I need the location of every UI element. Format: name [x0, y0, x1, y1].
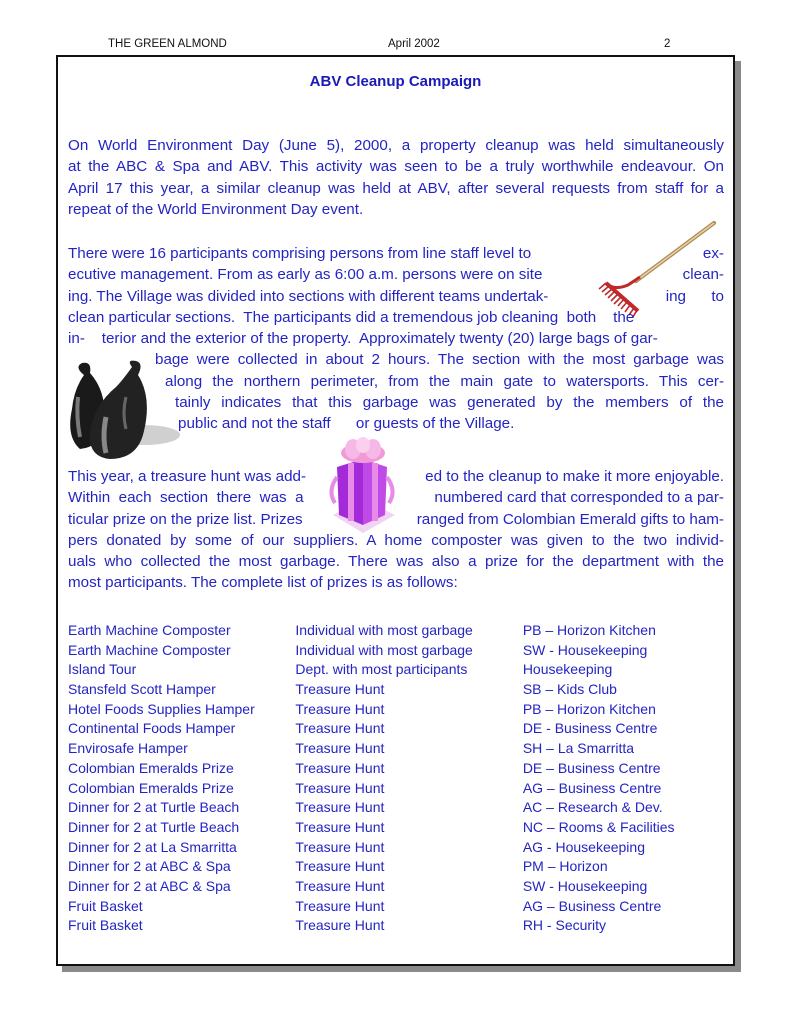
text-line	[68, 487, 724, 508]
prize-name: Earth Machine Composter	[68, 641, 231, 658]
text-right: clean-	[682, 266, 724, 284]
prize-row	[68, 857, 718, 877]
garbage-bags-icon	[66, 357, 184, 461]
prize-row	[68, 877, 718, 897]
text-line	[68, 509, 724, 530]
article-box	[56, 55, 735, 966]
text-left: ecutive management. From as early as 6:00 a.m. persons were on site	[68, 266, 543, 284]
prize-row	[68, 680, 718, 700]
prize-name: Colombian Emeralds Prize	[68, 759, 234, 776]
text-line: in- terior and the exterior of the property. Approximately twenty (20) large bags of gar-	[68, 330, 658, 348]
text-line: clean particular sections. The participants did a tremendous job cleaning both the	[68, 308, 635, 326]
prize-category: Individual with most garbage	[295, 641, 473, 658]
prize-name: Stansfeld Scott Hamper	[68, 681, 216, 698]
prize-name: Hotel Foods Supplies Hamper	[68, 700, 255, 717]
prize-category: Treasure Hunt	[295, 799, 385, 816]
prize-name: Colombian Emeralds Prize	[68, 779, 234, 796]
prize-name: Fruit Basket	[68, 897, 143, 914]
prize-category: Treasure Hunt	[295, 858, 385, 875]
text-line	[68, 264, 724, 285]
issue-date: April 2002	[388, 38, 440, 50]
prize-category: Treasure Hunt	[295, 681, 385, 698]
prize-winner: PM – Horizon	[522, 858, 608, 875]
text-line: April 17 this year, a similar cleanup was held at ABV, after several requests from staff for a	[68, 179, 724, 197]
text-line: most participants. The complete list of prizes is as follows:	[68, 574, 458, 592]
text-line: tainly indicates that this garbage was generated by the members of the	[175, 394, 724, 412]
text-line: bage were collected in about 2 hours. The section with the most garbage was	[155, 351, 724, 369]
prize-row	[68, 621, 718, 641]
page-header	[0, 38, 791, 54]
text-left: Within each section there was a	[68, 489, 304, 507]
prize-category: Treasure Hunt	[295, 917, 385, 934]
prize-category: Treasure Hunt	[295, 779, 385, 796]
prize-winner: AG – Business Centre	[522, 897, 662, 914]
prize-row	[68, 719, 718, 739]
prize-winner: SW - Housekeeping	[522, 641, 648, 658]
prize-name: Dinner for 2 at ABC & Spa	[68, 858, 231, 875]
prize-row	[68, 700, 718, 720]
text-line: public and not the staff or guests of the Village.	[178, 415, 515, 433]
prize-name: Envirosafe Hamper	[68, 740, 188, 757]
paragraph-treasure-hunt	[68, 466, 724, 594]
article-title: ABV Cleanup Campaign	[309, 73, 482, 90]
prize-row	[68, 838, 718, 858]
prize-winner: SW - Housekeeping	[522, 877, 648, 894]
prize-name: Dinner for 2 at La Smarritta	[68, 838, 237, 855]
prize-list	[68, 621, 718, 936]
prize-row	[68, 641, 718, 661]
prize-name: Continental Foods Hamper	[68, 720, 236, 737]
prize-category: Individual with most garbage	[295, 622, 473, 638]
text-line: along the northern perimeter, from the main gate to watersports. This cer-	[165, 372, 724, 390]
paragraph-intro	[68, 135, 724, 220]
prize-category: Treasure Hunt	[295, 759, 385, 776]
prize-row	[68, 916, 718, 936]
prize-row	[68, 660, 718, 680]
prize-row	[68, 759, 718, 779]
prize-winner: AC – Research & Dev.	[522, 799, 663, 816]
text-left: This year, a treasure hunt was add-	[68, 468, 307, 485]
prize-name: Fruit Basket	[68, 917, 143, 934]
text-right: ranged from Colombian Emerald gifts to ham-	[416, 510, 724, 528]
text-line: On World Environment Day (June 5), 2000, a property cleanup was held simultaneously	[68, 137, 724, 154]
prize-category: Treasure Hunt	[295, 740, 385, 757]
text-right: ed to the cleanup to make it more enjoyable.	[425, 468, 724, 485]
prize-winner: DE – Business Centre	[522, 759, 661, 776]
prize-winner: PB – Horizon Kitchen	[522, 700, 656, 717]
text-right: ex-	[702, 245, 724, 262]
prize-winner: PB – Horizon Kitchen	[522, 622, 656, 638]
prize-category: Treasure Hunt	[295, 838, 385, 855]
prize-row	[68, 779, 718, 799]
text-left: There were 16 participants comprising persons from line staff level to	[68, 245, 532, 262]
prize-row	[68, 818, 718, 838]
prize-category: Treasure Hunt	[295, 818, 385, 835]
prize-winner: SH – La Smarritta	[522, 740, 635, 757]
prize-row	[68, 897, 718, 917]
publication-name: THE GREEN ALMOND	[108, 38, 227, 50]
prize-winner: AG - Housekeeping	[522, 838, 645, 855]
prize-winner: RH - Security	[522, 917, 607, 934]
prize-row	[68, 798, 718, 818]
text-right: numbered card that corresponded to a par-	[434, 489, 724, 507]
prize-category: Dept. with most participants	[295, 661, 468, 678]
prize-winner: Housekeeping	[522, 661, 613, 678]
prize-category: Treasure Hunt	[295, 720, 385, 737]
text-line: repeat of the World Environment Day event.	[68, 200, 364, 218]
prize-category: Treasure Hunt	[295, 700, 385, 717]
text-line	[68, 466, 724, 487]
prize-category: Treasure Hunt	[295, 877, 385, 894]
prize-name: Dinner for 2 at Turtle Beach	[68, 818, 240, 835]
text-line	[68, 286, 724, 307]
prize-row	[68, 739, 718, 759]
text-line	[68, 243, 724, 264]
text-line: uals who collected the most garbage. There was also a prize for the department with the	[68, 553, 724, 571]
text-line: at the ABC & Spa and ABV. This activity was seen to be a truly worthwhile endeavour. On	[68, 158, 724, 176]
prize-name: Dinner for 2 at Turtle Beach	[68, 799, 240, 816]
prize-winner: NC – Rooms & Facilities	[522, 818, 675, 835]
prize-winner: AG – Business Centre	[522, 779, 662, 796]
prize-name: Island Tour	[68, 661, 137, 678]
prize-name: Dinner for 2 at ABC & Spa	[68, 877, 231, 894]
text-left: ticular prize on the prize list. Prizes	[68, 510, 303, 528]
prize-name: Earth Machine Composter	[68, 622, 231, 638]
text-left: ing. The Village was divided into sections with different teams undertak-	[68, 287, 549, 305]
page-number: 2	[664, 38, 671, 50]
prize-winner: DE - Business Centre	[522, 720, 658, 737]
text-right: ing to	[665, 287, 724, 305]
text-line: pers donated by some of our suppliers. A home composter was given to the two individ-	[68, 531, 724, 549]
prize-winner: SB – Kids Club	[522, 681, 617, 698]
prize-category: Treasure Hunt	[295, 897, 385, 914]
